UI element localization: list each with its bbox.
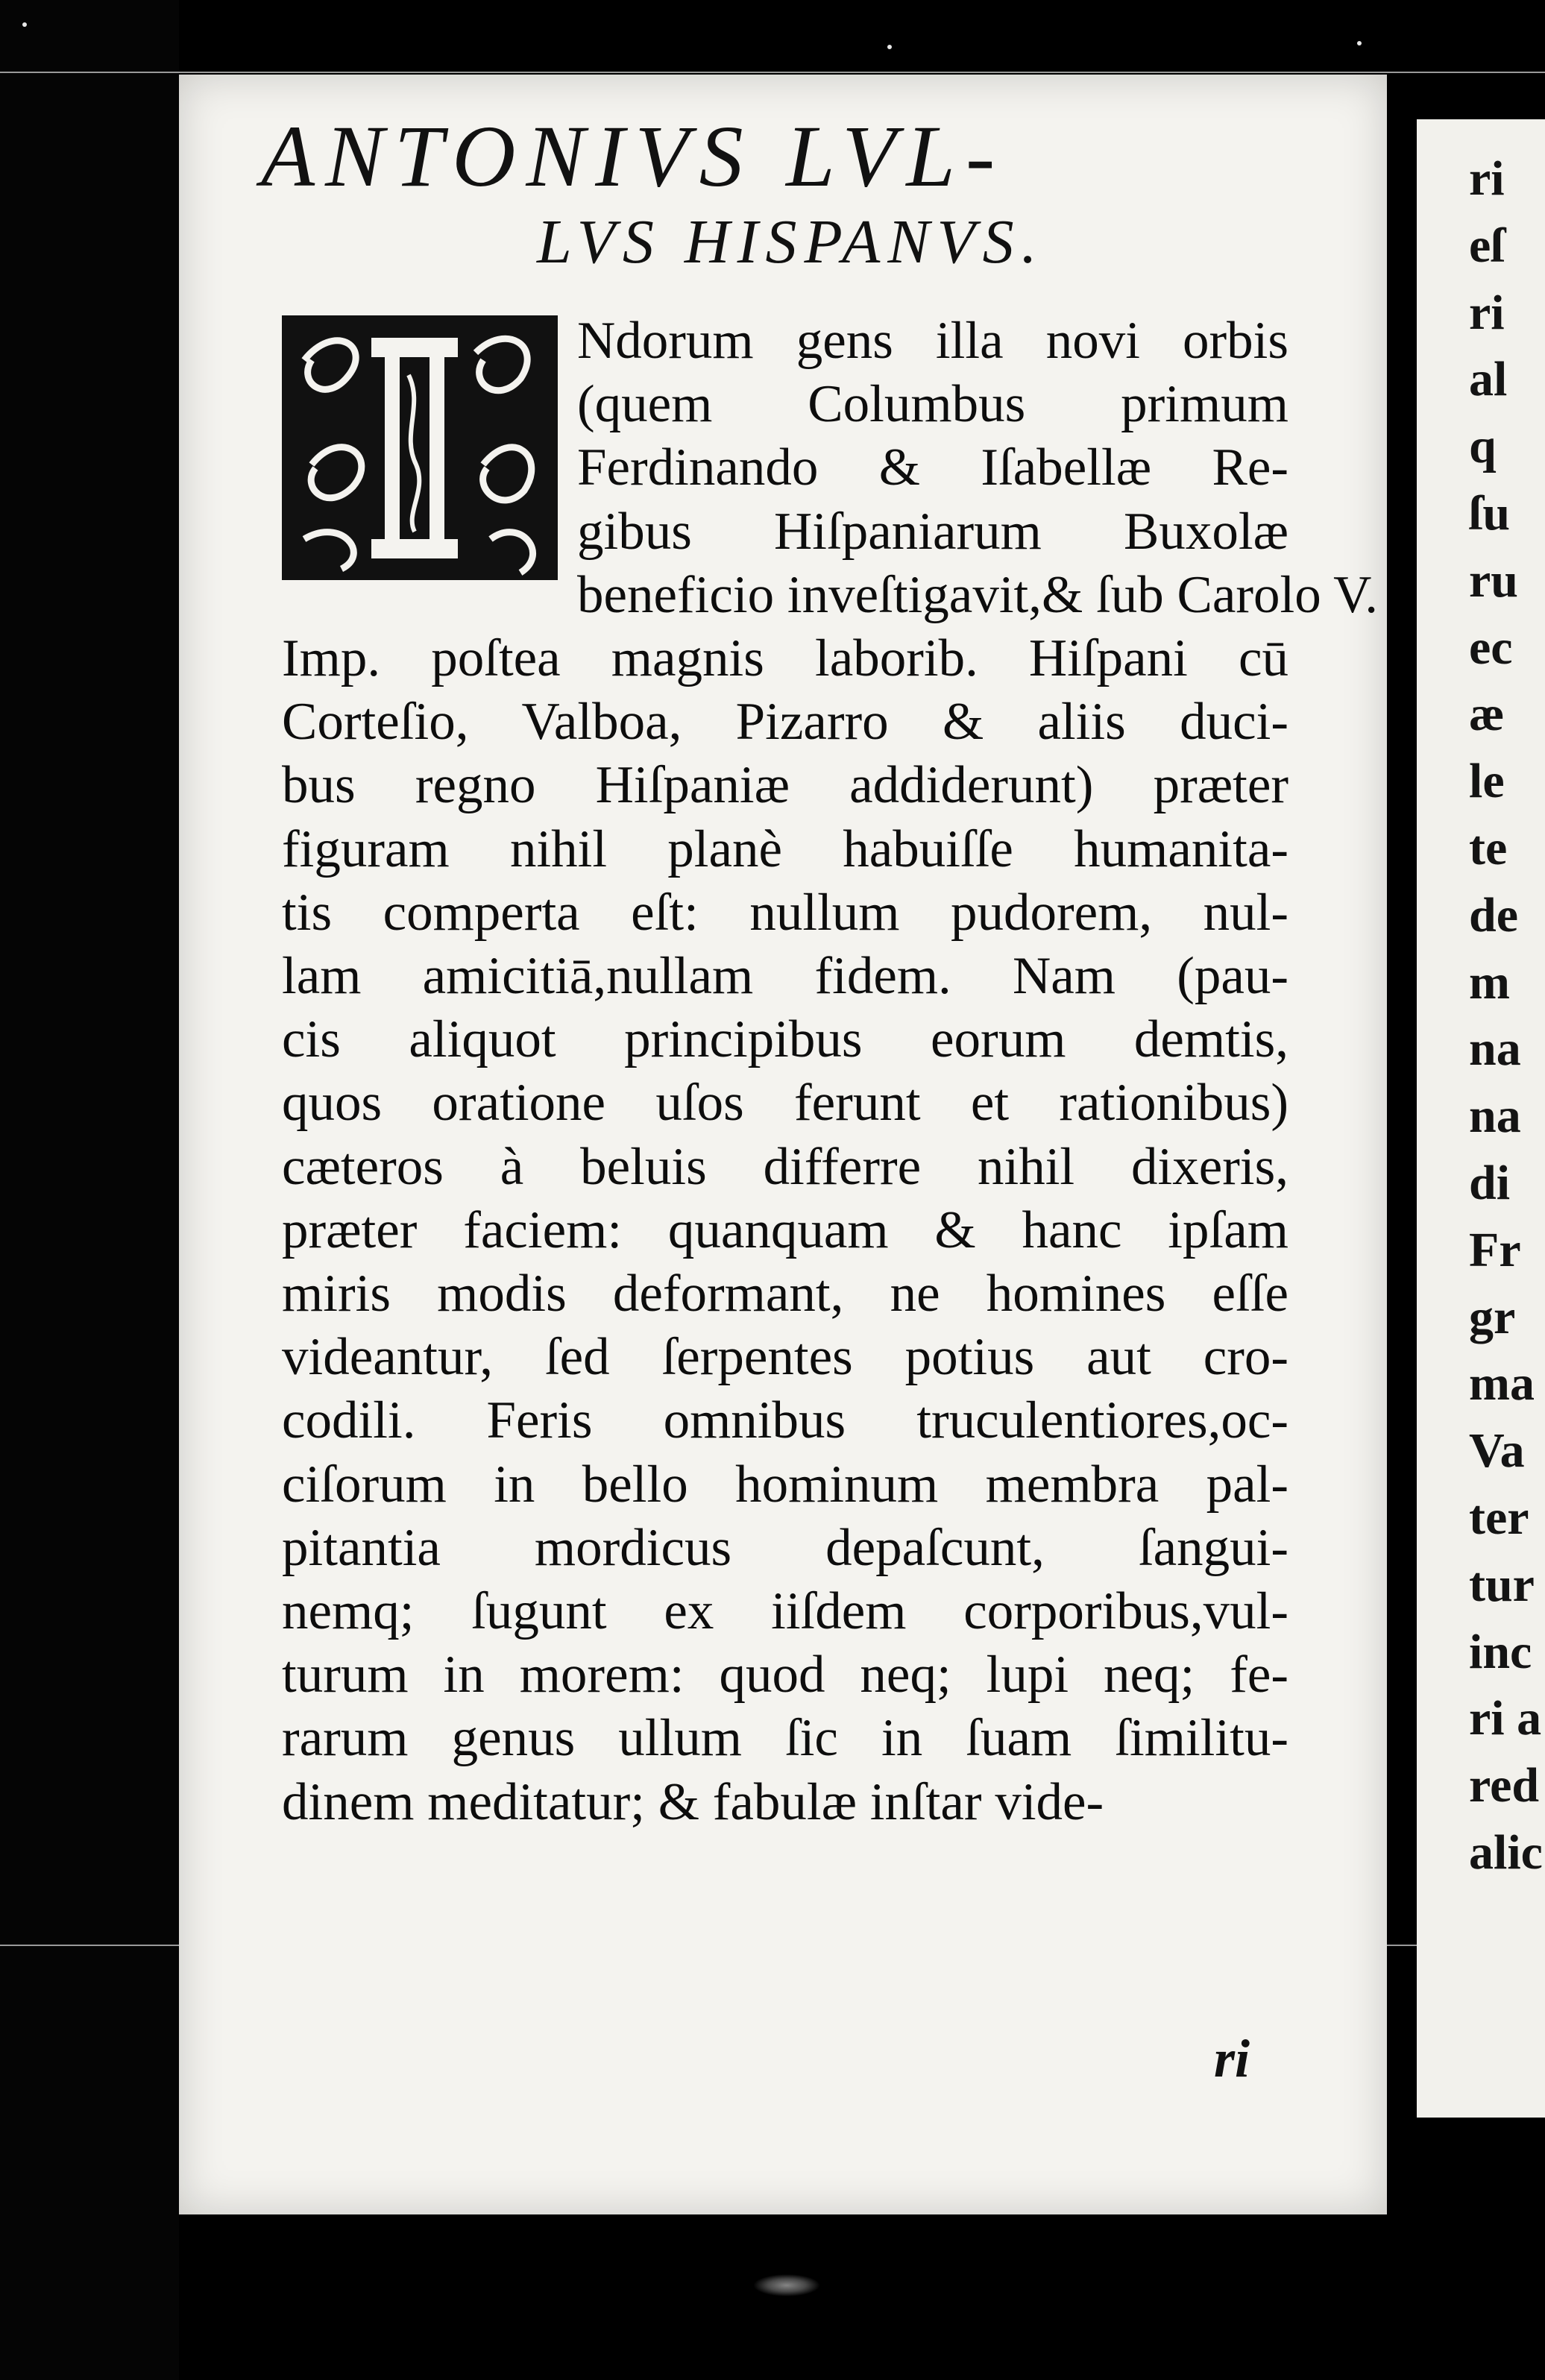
scan-smudge [753, 2274, 820, 2296]
text-line: tis comperta eſt: nullum pudorem, nul- [282, 883, 1288, 942]
facing-fragment: ru [1469, 552, 1518, 608]
facing-fragment: m [1469, 954, 1510, 1010]
facing-fragment: Fr [1469, 1222, 1521, 1277]
facing-fragment: Va [1469, 1423, 1525, 1479]
text-line: quos oratione uſos ferunt et rationibus) [282, 1074, 1288, 1133]
facing-fragment: di [1469, 1155, 1511, 1210]
scan-crop-line-top [0, 72, 1545, 73]
text-line: Ndorum gens illa novi orbis [577, 312, 1288, 370]
facing-fragment: alic [1469, 1825, 1543, 1880]
facing-fragment: gr [1469, 1289, 1516, 1344]
text-line: figuram nihil planè habuiſſe humanita- [282, 819, 1288, 878]
facing-fragment: ri a [1469, 1691, 1542, 1746]
text-line: videantur, ſed ſerpentes potius aut cro- [282, 1328, 1288, 1387]
text-line: miris modis deformant, ne homines eſſe [282, 1265, 1288, 1323]
facing-fragment: al [1469, 352, 1508, 407]
text-line: turum in morem: quod neq; lupi neq; fe- [282, 1646, 1288, 1704]
facing-fragment: tur [1469, 1557, 1535, 1612]
text-line: cæteros à beluis differre nihil dixeris, [282, 1137, 1288, 1196]
text-line: præter faciem: quanquam & hanc ipſam [282, 1200, 1288, 1259]
text-line: (quem Columbus primum [577, 375, 1288, 434]
facing-fragment: red [1469, 1758, 1540, 1813]
text-line: cis aliquot principibus eorum demtis, [282, 1010, 1288, 1069]
text-line: rarum genus ullum ſic in ſuam ſimilitu- [282, 1709, 1288, 1768]
text-line: Ferdinando & Iſabellæ Re- [577, 438, 1288, 497]
facing-fragment: ec [1469, 620, 1513, 675]
text-line: pitantia mordicus depaſcunt, ſangui- [282, 1518, 1288, 1577]
facing-fragment: inc [1469, 1624, 1532, 1679]
text-line: gibus Hiſpaniarum Buxolæ [577, 502, 1288, 561]
text-line: dinem meditatur; & fabulæ inſtar vide- [282, 1772, 1104, 1831]
text-line: bus regno Hiſpaniæ addiderunt) præter [282, 756, 1288, 815]
running-head-line-2: LVS HISPANVS. [537, 207, 1045, 277]
ornament-icon [282, 315, 558, 580]
body-text [282, 309, 1379, 1834]
facing-fragment: ri [1469, 151, 1505, 206]
scan-background-left [0, 0, 179, 2380]
text-line: nemq; ſugunt ex iiſdem corporibus,vul- [282, 1582, 1288, 1641]
text-line: codili. Feris omnibus truculentiores,oc- [282, 1391, 1288, 1450]
facing-fragment: na [1469, 1021, 1521, 1077]
facing-fragment: ma [1469, 1356, 1535, 1411]
facing-fragment: na [1469, 1089, 1521, 1144]
running-head-line-1: ANTONIVS LVL- [261, 107, 1006, 205]
facing-fragment: ter [1469, 1490, 1529, 1545]
text-line: Imp. poſtea magnis laborib. Hiſpani cū [282, 629, 1288, 688]
text-line: lam amicitiā,nullam fidem. Nam (pau- [282, 947, 1288, 1006]
facing-page-text [1469, 145, 1545, 1886]
facing-fragment: ri [1469, 285, 1505, 340]
facing-fragment: q [1469, 419, 1497, 474]
catchword: ri [1214, 2029, 1250, 2088]
scan-speck [1357, 41, 1362, 45]
scan-speck [22, 22, 27, 27]
facing-fragment: de [1469, 887, 1518, 942]
text-line: beneficio inveſtigavit,& ſub Carolo V. [577, 565, 1379, 624]
facing-fragment: eſ [1469, 218, 1505, 273]
decorated-initial-i [282, 315, 558, 580]
text-line: ciſorum in bello hominum membra pal- [282, 1455, 1288, 1514]
facing-fragment: æ [1469, 687, 1505, 742]
text-line: Corteſio, Valboa, Pizarro & aliis duci- [282, 693, 1288, 752]
facing-fragment: ſu [1469, 485, 1511, 541]
scan-speck [887, 45, 892, 49]
facing-fragment: le [1469, 754, 1505, 809]
running-head [261, 108, 1305, 280]
facing-fragment: te [1469, 820, 1508, 875]
